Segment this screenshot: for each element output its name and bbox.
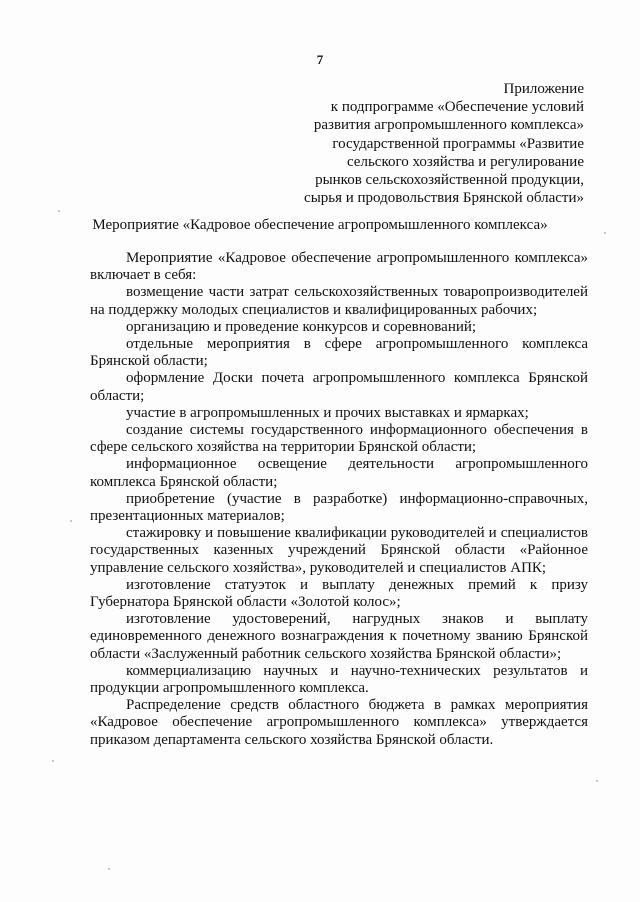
scan-speck: [70, 520, 72, 522]
paragraph: возмещение части затрат сельскохозяйственных товаропроизводителей на поддержку молодых специалистов и квалифицированных рабочих;: [90, 284, 588, 318]
paragraph: отдельные мероприятия в сфере агропромышленного комплекса Брянской области;: [90, 336, 588, 370]
paragraph: информационное освещение деятельности агропромышленного комплекса Брянской области;: [90, 456, 588, 490]
appendix-line: сельского хозяйства и регулирование: [346, 153, 584, 170]
appendix-line: к подпрограмме «Обеспечение условий: [330, 99, 584, 116]
paragraph: оформление Доски почета агропромышленного комплекса Брянской области;: [90, 370, 588, 404]
paragraph: Распределение средств областного бюджета в рамках мероприятия «Кадровое обеспечение агропромышленного комплекса» утверждается приказом департамента сельского хозяйства Брянской области.: [90, 697, 588, 748]
paragraph: стажировку и повышение квалификации руководителей и специалистов государственных казенных учреждений Брянской области «Районное управление сельского хозяйства», руководителей и специалистов АПК;: [90, 525, 588, 576]
paragraph: создание системы государственного информационного обеспечения в сфере сельского хозяйства на территории Брянской области;: [90, 422, 588, 456]
paragraph: изготовление удостоверений, нагрудных знаков и выплату единовременного денежного вознаграждения к почетному званию Брянской области «Заслуженный работник сельского хозяйства Брянской области»;: [90, 611, 588, 662]
paragraph: приобретение (участие в разработке) информационно-справочных, презентационных материалов;: [90, 490, 588, 525]
paragraph: коммерциализацию научных и научно-технических результатов и продукции агропромышленного комплекса.: [90, 662, 588, 697]
scan-speck: [604, 232, 606, 234]
paragraph: участие в агропромышленных и прочих выставках и ярмарках;: [126, 404, 529, 421]
page-number: 7: [316, 52, 324, 67]
scan-speck: [596, 780, 598, 782]
appendix-line: Приложение: [503, 81, 584, 97]
appendix-line: развития агропромышленного комплекса»: [313, 117, 584, 134]
appendix-line: государственной программы «Развитие: [332, 135, 584, 152]
scan-speck: [52, 760, 54, 762]
section-heading: Мероприятие «Кадровое обеспечение агропромышленного комплекса»: [92, 217, 548, 233]
appendix-line: сырья и продовольствия Брянской области»: [304, 190, 584, 207]
paragraph: организацию и проведение конкурсов и соревнований;: [126, 318, 477, 335]
appendix-block: [254, 80, 584, 207]
scan-speck: [58, 210, 60, 212]
paragraph: Мероприятие «Кадровое обеспечение агропромышленного комплекса» включает в себя:: [90, 250, 588, 284]
scan-speck: [108, 868, 110, 870]
paragraph: изготовление статуэток и выплату денежных премий к призу Губернатора Брянской области «Золотой колос»;: [90, 576, 588, 611]
appendix-line: рынков сельскохозяйственной продукции,: [315, 172, 584, 189]
body-text: [90, 250, 588, 749]
